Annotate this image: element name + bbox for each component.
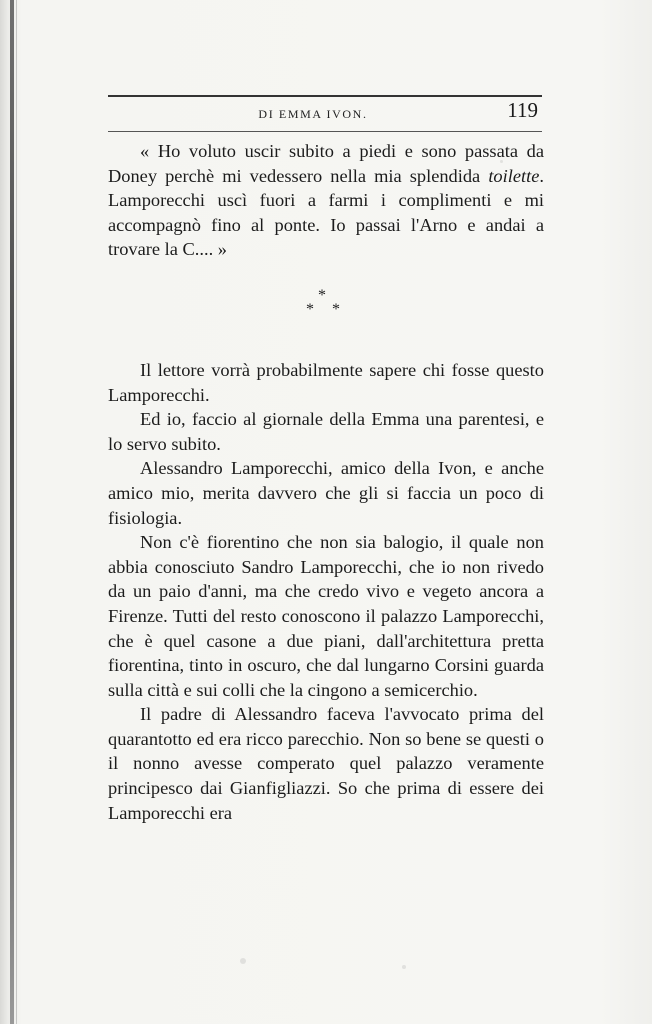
page-number: 119 <box>507 98 538 122</box>
paper-speck <box>240 958 246 964</box>
asterism-star-top: * <box>318 286 326 304</box>
quote-opening: « Ho voluto uscir subito a piedi e sono passata da Doney perchè mi vedessero nella mia splendida <box>108 141 544 186</box>
quoted-paragraph <box>108 139 544 262</box>
paragraph: Ed io, faccio al giornale della Emma una parentesi, e lo servo subito. <box>108 409 544 454</box>
paragraph: Non c'è fiorentino che non sia balogio, il quale non abbia conosciuto Sandro Lamporecchi, che io non rivedo da un paio d'anni, ma che credo vivo e vegeto ancora a Firenze. Tutti del resto conoscono il palazzo Lamporecchi, che è quel casone a due piani, dall'architettura pretta fiorentina, tinto in oscuro, che dal lungarno Corsini guarda sulla città e sui colli che la cingono a semicerchio. <box>108 532 544 700</box>
paragraph: Alessandro Lamporecchi, amico della Ivon, e anche amico mio, merita davvero che gli si faccia un poco di fisiologia. <box>108 458 544 528</box>
paper-speck <box>402 965 406 969</box>
quote-closing: . Lamporecchi uscì fuori a farmi i complimenti e mi accompagnò fino al ponte. Io passai l'Arno e andai a trovare la C.... » <box>108 165 544 260</box>
quote-italic-word: toilette <box>488 165 540 186</box>
body-text <box>108 139 544 825</box>
header-rule-bottom <box>108 131 542 132</box>
page-binding-edge <box>16 0 17 1024</box>
header-rule-top <box>108 95 542 97</box>
paragraph: Il lettore vorrà probabilmente sapere chi fosse questo Lamporecchi. <box>108 359 544 405</box>
asterism-star-left: * <box>306 300 314 318</box>
section-break-asterism <box>108 284 544 344</box>
running-title: DI EMMA IVON. <box>258 107 368 121</box>
paragraph: Il padre di Alessandro faceva l'avvocato prima del quarantotto ed era ricco parecchio. Non so bene se questi o il nonno avesse comperato quel palazzo veramente principesco dai Gianfigliazzi. So che prima di essere dei Lamporecchi era <box>108 704 544 823</box>
page-binding-shadow <box>10 0 14 1024</box>
running-head <box>108 98 542 126</box>
asterism-star-right: * <box>332 300 340 318</box>
